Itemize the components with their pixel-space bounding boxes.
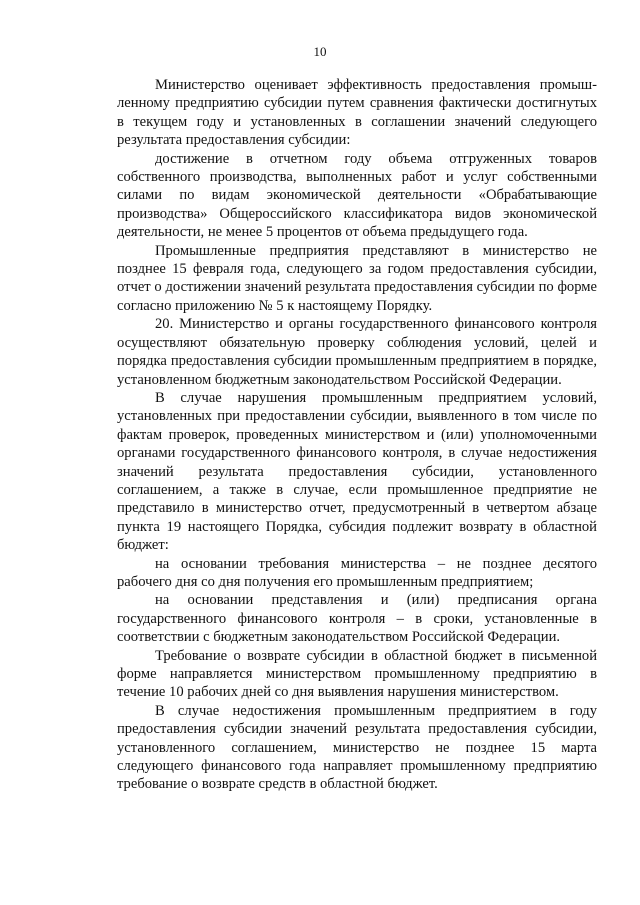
paragraph-result-indicator: достижение в отчетном году объема отгруженных товаров собственного производства, выполненных работ и услуг собственными силами по видам экономической деятельности «Обрабатывающие производства» Общероссийского классификатора видов экономической деятельности, не менее 5 процентов от объема предыдущего года. bbox=[117, 150, 597, 241]
page-number: 10 bbox=[313, 44, 327, 59]
paragraph-effectiveness: Министерство оценивает эффективность предоставления промыш-ленному предприятию субсидии путем сравнения фактически достигнутых в текущем году и установленных в соглашении значений следующего результата предоставления субсидии: bbox=[117, 77, 597, 149]
paragraph-report-deadline: Промышленные предприятия представляют в министерство не позднее 15 февраля года, следующего за годом предоставления субсидии, отчет о достижении значений результата предоставления субсидии по форме согласно приложению № 5 к настоящему Порядку. bbox=[117, 242, 597, 314]
paragraph-non-achievement: В случае недостижения промышленным предприятием в году предоставления субсидии значений результата предоставления субсидии, установленного соглашением, министерство не позднее 15 марта следующего финансового года направляет промышленному предприятию требование о возврате средств в областной бюджет. bbox=[117, 702, 597, 793]
paragraph-control-order: на основании представления и (или) предписания органа государственного финансового контроля – в сроки, установленные в соответствии с бюджетным законодательством Российской Федерации. bbox=[117, 592, 597, 646]
paragraph-violation-refund: В случае нарушения промышленным предприятием условий, установленных при предоставлении субсидии, выявленного в том числе по фактам проверок, проведенных министерством и (или) уполномоченными органами государственного финансового контроля, в случае недостижения значений результата предоставления субсидии, установленного соглашением, а также в случае, если промышленное предприятие не представило в министерство отчет, предусмотренный в четвертом абзаце пункта 19 настоящего Порядка, субсидия подлежит возврату в областной бюджет: bbox=[117, 389, 597, 554]
paragraph-item-20-control: 20. Министерство и органы государственного финансового контроля осуществляют обязательную проверку соблюдения условий, целей и порядка предоставления субсидии промышленным предприятием в порядке, установленном бюджетным законодательством Российской Федерации. bbox=[117, 316, 597, 388]
paragraph-written-requirement: Требование о возврате субсидии в областной бюджет в письменной форме направляется министерством промышленному предприятию в течение 10 рабочих дней со дня выявления нарушения министерством. bbox=[117, 647, 597, 701]
document-body bbox=[117, 76, 597, 794]
paragraph-ministry-requirement: на основании требования министерства – не позднее десятого рабочего дня со дня получения его промышленным предприятием; bbox=[117, 555, 597, 590]
